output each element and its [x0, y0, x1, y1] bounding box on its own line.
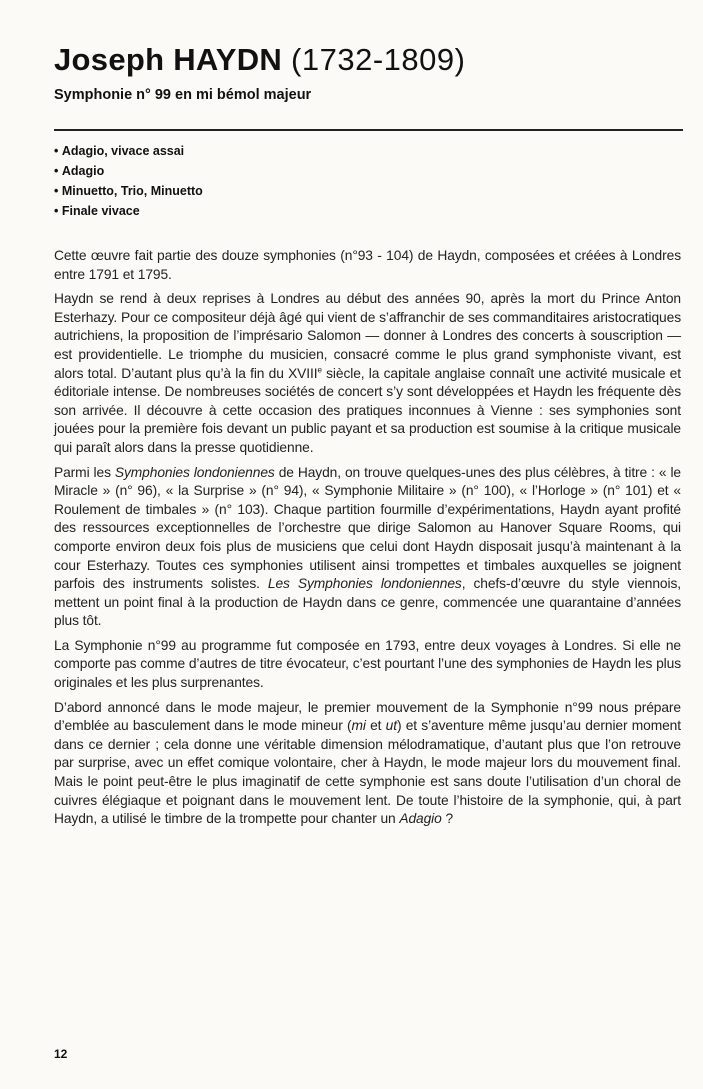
body-paragraph	[54, 247, 681, 284]
movement-item: • Minuetto, Trio, Minuetto	[54, 181, 203, 201]
paragraph-text: La Symphonie n°99 au programme fut composée en 1793, entre deux voyages à Londres. Si elle ne comporte pas comme d’autres de titre évocateur, c’est pourtant l’une des symphonies de Haydn les plus originales et les plus surprenantes.	[54, 637, 681, 691]
article-body	[54, 247, 681, 835]
paragraph-text: et	[365, 718, 386, 734]
body-paragraph	[54, 290, 681, 457]
paragraph-text: Haydn se rend à deux reprises à Londres au début des années 90, après la mort du Prince Anton Esterhazy. Pour ce compositeur déjà âgé qui vient de s’affranchir de ses commanditaires aristocratiques autrichiens, la proposition de l’imprésario Salomon — donner à Londres des concerts à souscription — est providentielle. Le triomphe du musicien, consacré comme le plus grand symphoniste vivant, est alors total. D’autant plus qu’à la fin du XVIII	[54, 291, 681, 381]
paragraph-text: siècle, la capitale anglaise connaît une activité musicale et éditoriale intense. De nombreuses sociétés de concert s’y sont développées et Haydn les fréquente dès son arrivée. Il découvre à cette occasion des pratiques inconnues à Vienne : ses symphonies sont jouées pour la première fois devant un public payant et sa production est soumise à la critique musicale qui paraît alors dans la presse quotidienne.	[54, 365, 681, 455]
composer-name: Joseph HAYDN	[54, 42, 283, 77]
italic-text: Adagio	[399, 811, 442, 827]
italic-text: Les Symphonies londoniennes	[267, 576, 462, 592]
italic-text: Symphonies londoniennes	[114, 464, 275, 480]
composer-dates: (1732-1809)	[291, 42, 466, 77]
body-paragraph	[54, 637, 681, 693]
page-number: 12	[54, 1047, 68, 1061]
movement-item: • Adagio	[54, 161, 203, 181]
movement-item: • Adagio, vivace assai	[54, 141, 203, 161]
italic-text: ut	[385, 718, 397, 734]
paragraph-text: D’abord annoncé dans le mode majeur, le premier mouvement de la Symphonie n°99 nous prépare d’emblée au basculement dans le mode mineur (	[54, 699, 681, 734]
page-title	[54, 40, 465, 80]
divider-rule	[54, 129, 683, 131]
body-paragraph	[54, 464, 681, 631]
paragraph-text: de Haydn, on trouve quelques-unes des plus célèbres, à titre : « le Miracle » (n° 96), « la Surprise » (n° 94), « Symphonie Militaire » (n° 100), « l’Horloge » (n° 101) et « Roulement de timbales » (n° 103). Chaque partition fourmille d’expérimentations, Haydn ayant profité des ressources exceptionnelles de l’orchestre que dirige Salomon au Hanover Square Rooms, qui comporte environ deux fois plus de musiciens que celui dont Haydn disposait jusqu’à maintenant à la cour Esterhazy. Toutes ces symphonies utilisent ainsi trompettes et timbales auxquelles se joignent parfois des instruments solistes.	[54, 464, 681, 592]
superscript-text: e	[317, 364, 322, 374]
body-paragraph	[54, 699, 681, 829]
movement-item: • Finale vivace	[54, 201, 203, 221]
paragraph-text: Cette œuvre fait partie des douze symphonies (n°93 - 104) de Haydn, composées et créées à Londres entre 1791 et 1795.	[54, 248, 681, 282]
italic-text: mi	[351, 718, 366, 734]
movement-list	[54, 141, 203, 221]
paragraph-text: ?	[441, 811, 454, 827]
work-title: Symphonie n° 99 en mi bémol majeur	[54, 87, 312, 103]
paragraph-text: ) et s’aventure même jusqu’au dernier moment dans ce dernier ; cela donne une véritable dimension mélodramatique, d’autant plus que l’on retrouve par surprise, avec un effet comique volontaire, cher à Haydn, le mode majeur lors du mouvement final. Mais le point peut-être le plus imaginatif de cette symphonie est sans doute l’utilisation d’un choral de cuivres élégiaque et poignant dans le mouvement lent. De toute l’histoire de la symphonie, qui, à part Haydn, a utilisé le timbre de la trompette pour chanter un	[54, 718, 681, 827]
paragraph-text: , chefs-d’œuvre du style viennois, mettent un point final à la production de Haydn dans ce genre, commencée une quarantaine d’années plus tôt.	[54, 576, 681, 629]
paragraph-text: Parmi les	[54, 464, 115, 480]
